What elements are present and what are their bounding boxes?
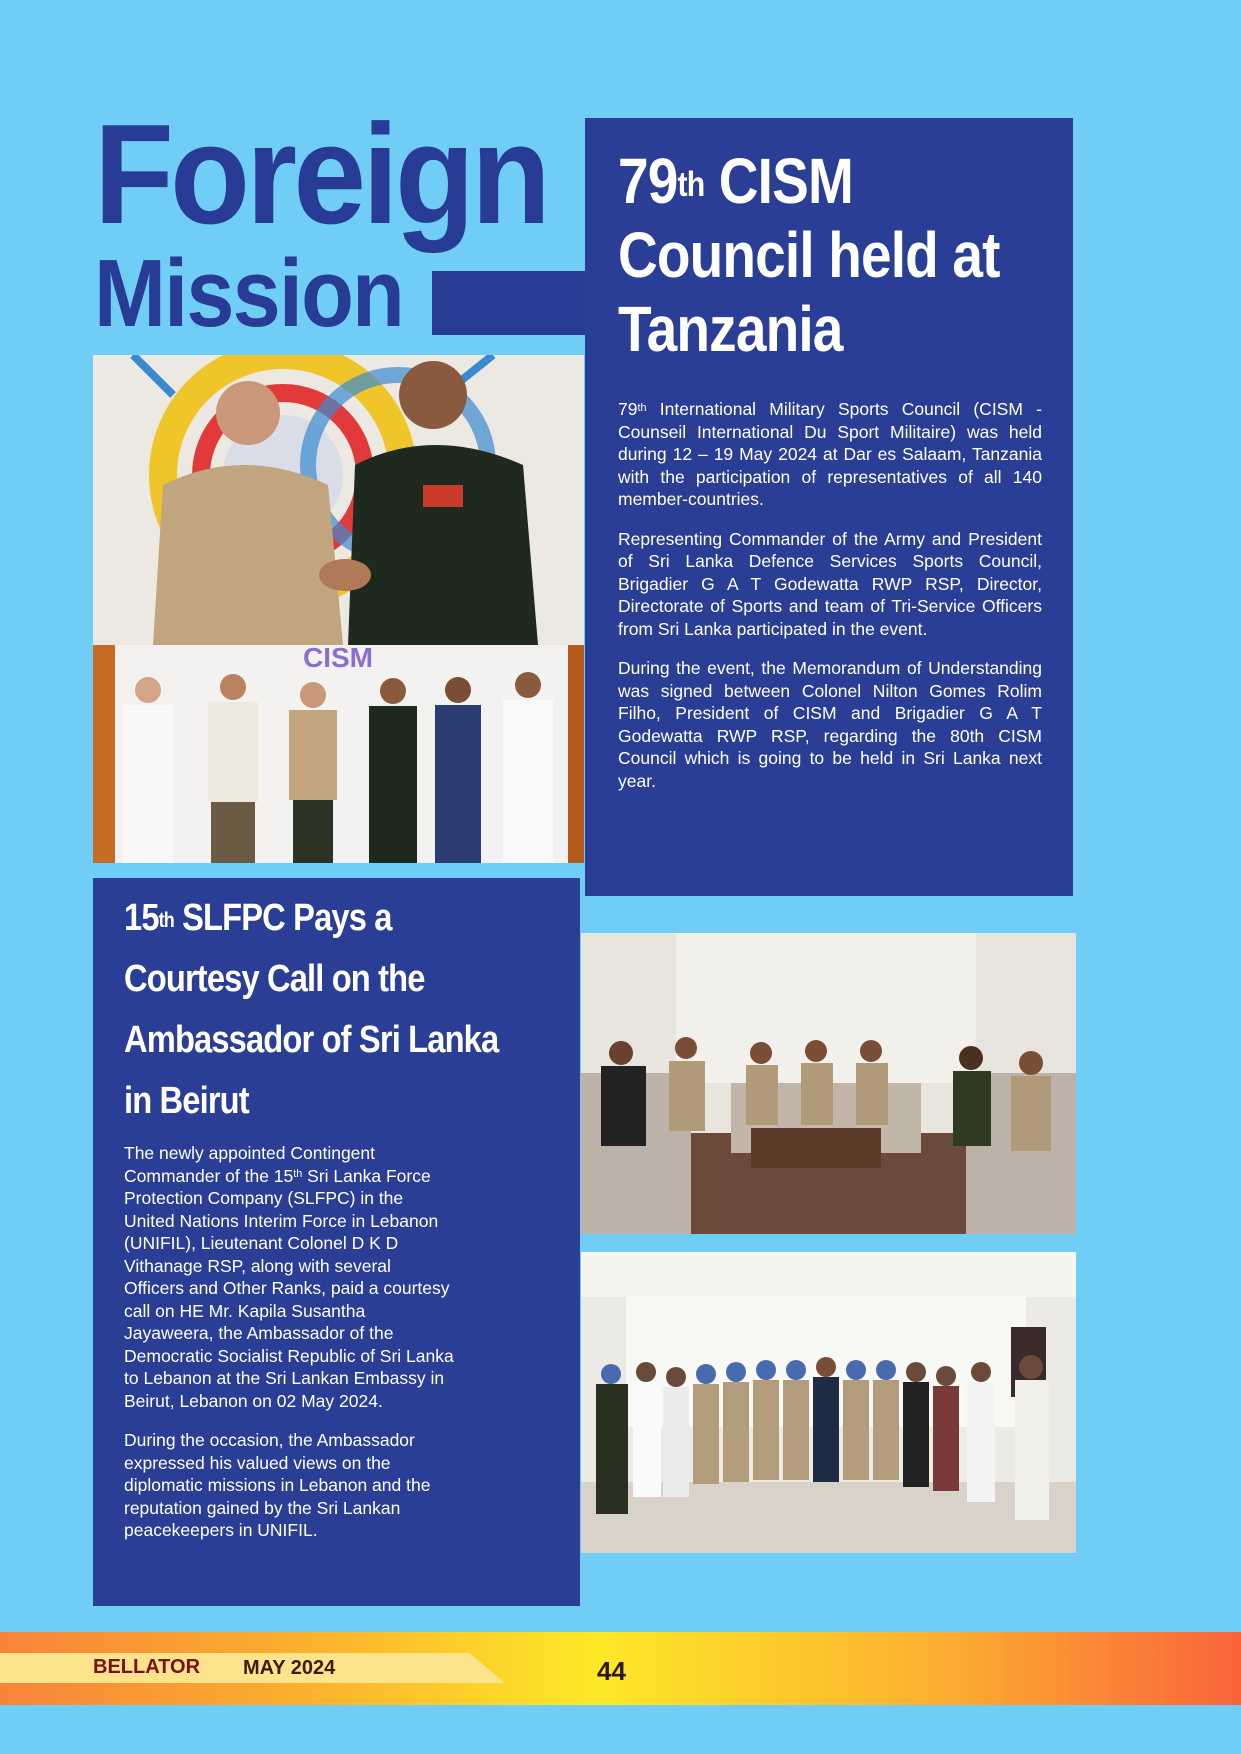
cism-headline-number: 79 (618, 145, 678, 217)
cism-p1-number: 79 (618, 399, 638, 419)
cism-group-photo-image (93, 645, 584, 863)
slfpc-headline-number: 15 (124, 897, 159, 939)
cism-headline-line1: CISM (704, 145, 853, 217)
photo-embassy-group (581, 1252, 1076, 1553)
photo-meeting-room (581, 933, 1076, 1234)
cism-p1-ordinal: th (637, 401, 647, 414)
slfpc-headline-line4: in Beirut (124, 1080, 249, 1122)
cism-p1-text: International Military Sports Council (CISM - Counseil International Du Sport Militaire) was held during 12 – 19 May 2024 at Dar es Salaam, Tanzania with the participation of representatives of all 140 member-countries. (618, 399, 1042, 509)
cism-banner-text: CISM (303, 645, 373, 673)
photo-cism-group (93, 645, 584, 863)
slfpc-p1-ordinal: th (293, 1168, 303, 1181)
photo-handshake (93, 355, 584, 645)
cism-article-panel (585, 118, 1073, 896)
cism-article-body (618, 398, 1042, 809)
cism-headline-ordinal: th (677, 164, 705, 204)
footer-issue-date: MAY 2024 (243, 1657, 336, 1679)
embassy-group-photo-image (581, 1252, 1076, 1553)
cism-headline-line2: Council held at (618, 219, 1000, 291)
cism-headline (618, 144, 1000, 366)
cism-paragraph-3: During the event, the Memorandum of Understanding was signed between Colonel Nilton Gomes Rolim Filho, President of CISM and Brigadier G A T Godewatta RWP RSP, regarding the 80th CISM Council which is going to be held in Sri Lanka next year. (618, 658, 1042, 791)
section-title-mission: Mission (94, 240, 404, 347)
section-title-foreign: Foreign (94, 95, 548, 254)
cism-paragraph-1 (618, 398, 1042, 511)
slfpc-headline-line1: SLFPC Pays a (173, 897, 392, 939)
slfpc-p1-text-a: The newly appointed Contingent Commander of the 15 (124, 1143, 376, 1186)
slfpc-headline-ordinal: th (158, 909, 174, 933)
footer-magazine-name: BELLATOR (93, 1656, 201, 1678)
slfpc-article-body (124, 1142, 454, 1559)
slfpc-headline-line3: Ambassador of Sri Lanka (124, 1019, 499, 1061)
cism-headline-line3: Tanzania (618, 293, 843, 365)
meeting-photo-image (581, 933, 1076, 1234)
slfpc-paragraph-1 (124, 1142, 454, 1412)
slfpc-article-panel (93, 878, 580, 1606)
slfpc-headline (124, 888, 498, 1132)
cism-paragraph-2: Representing Commander of the Army and President of Sri Lanka Defence Services Sports Council, Brigadier G A T Godewatta RWP RSP, Director, Directorate of Sports and team of Tri-Service Officers from Sri Lanka participated in the event. (618, 528, 1042, 639)
handshake-photo-image (93, 355, 584, 645)
footer-page-number: 44 (597, 1656, 626, 1686)
title-accent-bar (432, 271, 586, 335)
slfpc-p1-text-b: Sri Lanka Force Protection Company (SLFPC) in the United Nations Interim Force in Lebanon (UNIFIL), Lieutenant Colonel D K D Vithanage RSP, along with several Officers and Other Ranks, paid a courtesy call on HE Mr. Kapila Susantha Jayaweera, the Ambassador of the Democratic Socialist Republic of Sri Lanka to Lebanon at the Sri Lankan Embassy in Beirut, Lebanon on 02 May 2024. (124, 1165, 454, 1411)
slfpc-paragraph-2: During the occasion, the Ambassador expressed his valued views on the diplomatic missions in Lebanon and the reputation gained by the Sri Lankan peacekeepers in UNIFIL. (124, 1430, 431, 1540)
slfpc-headline-line2: Courtesy Call on the (124, 958, 425, 1000)
